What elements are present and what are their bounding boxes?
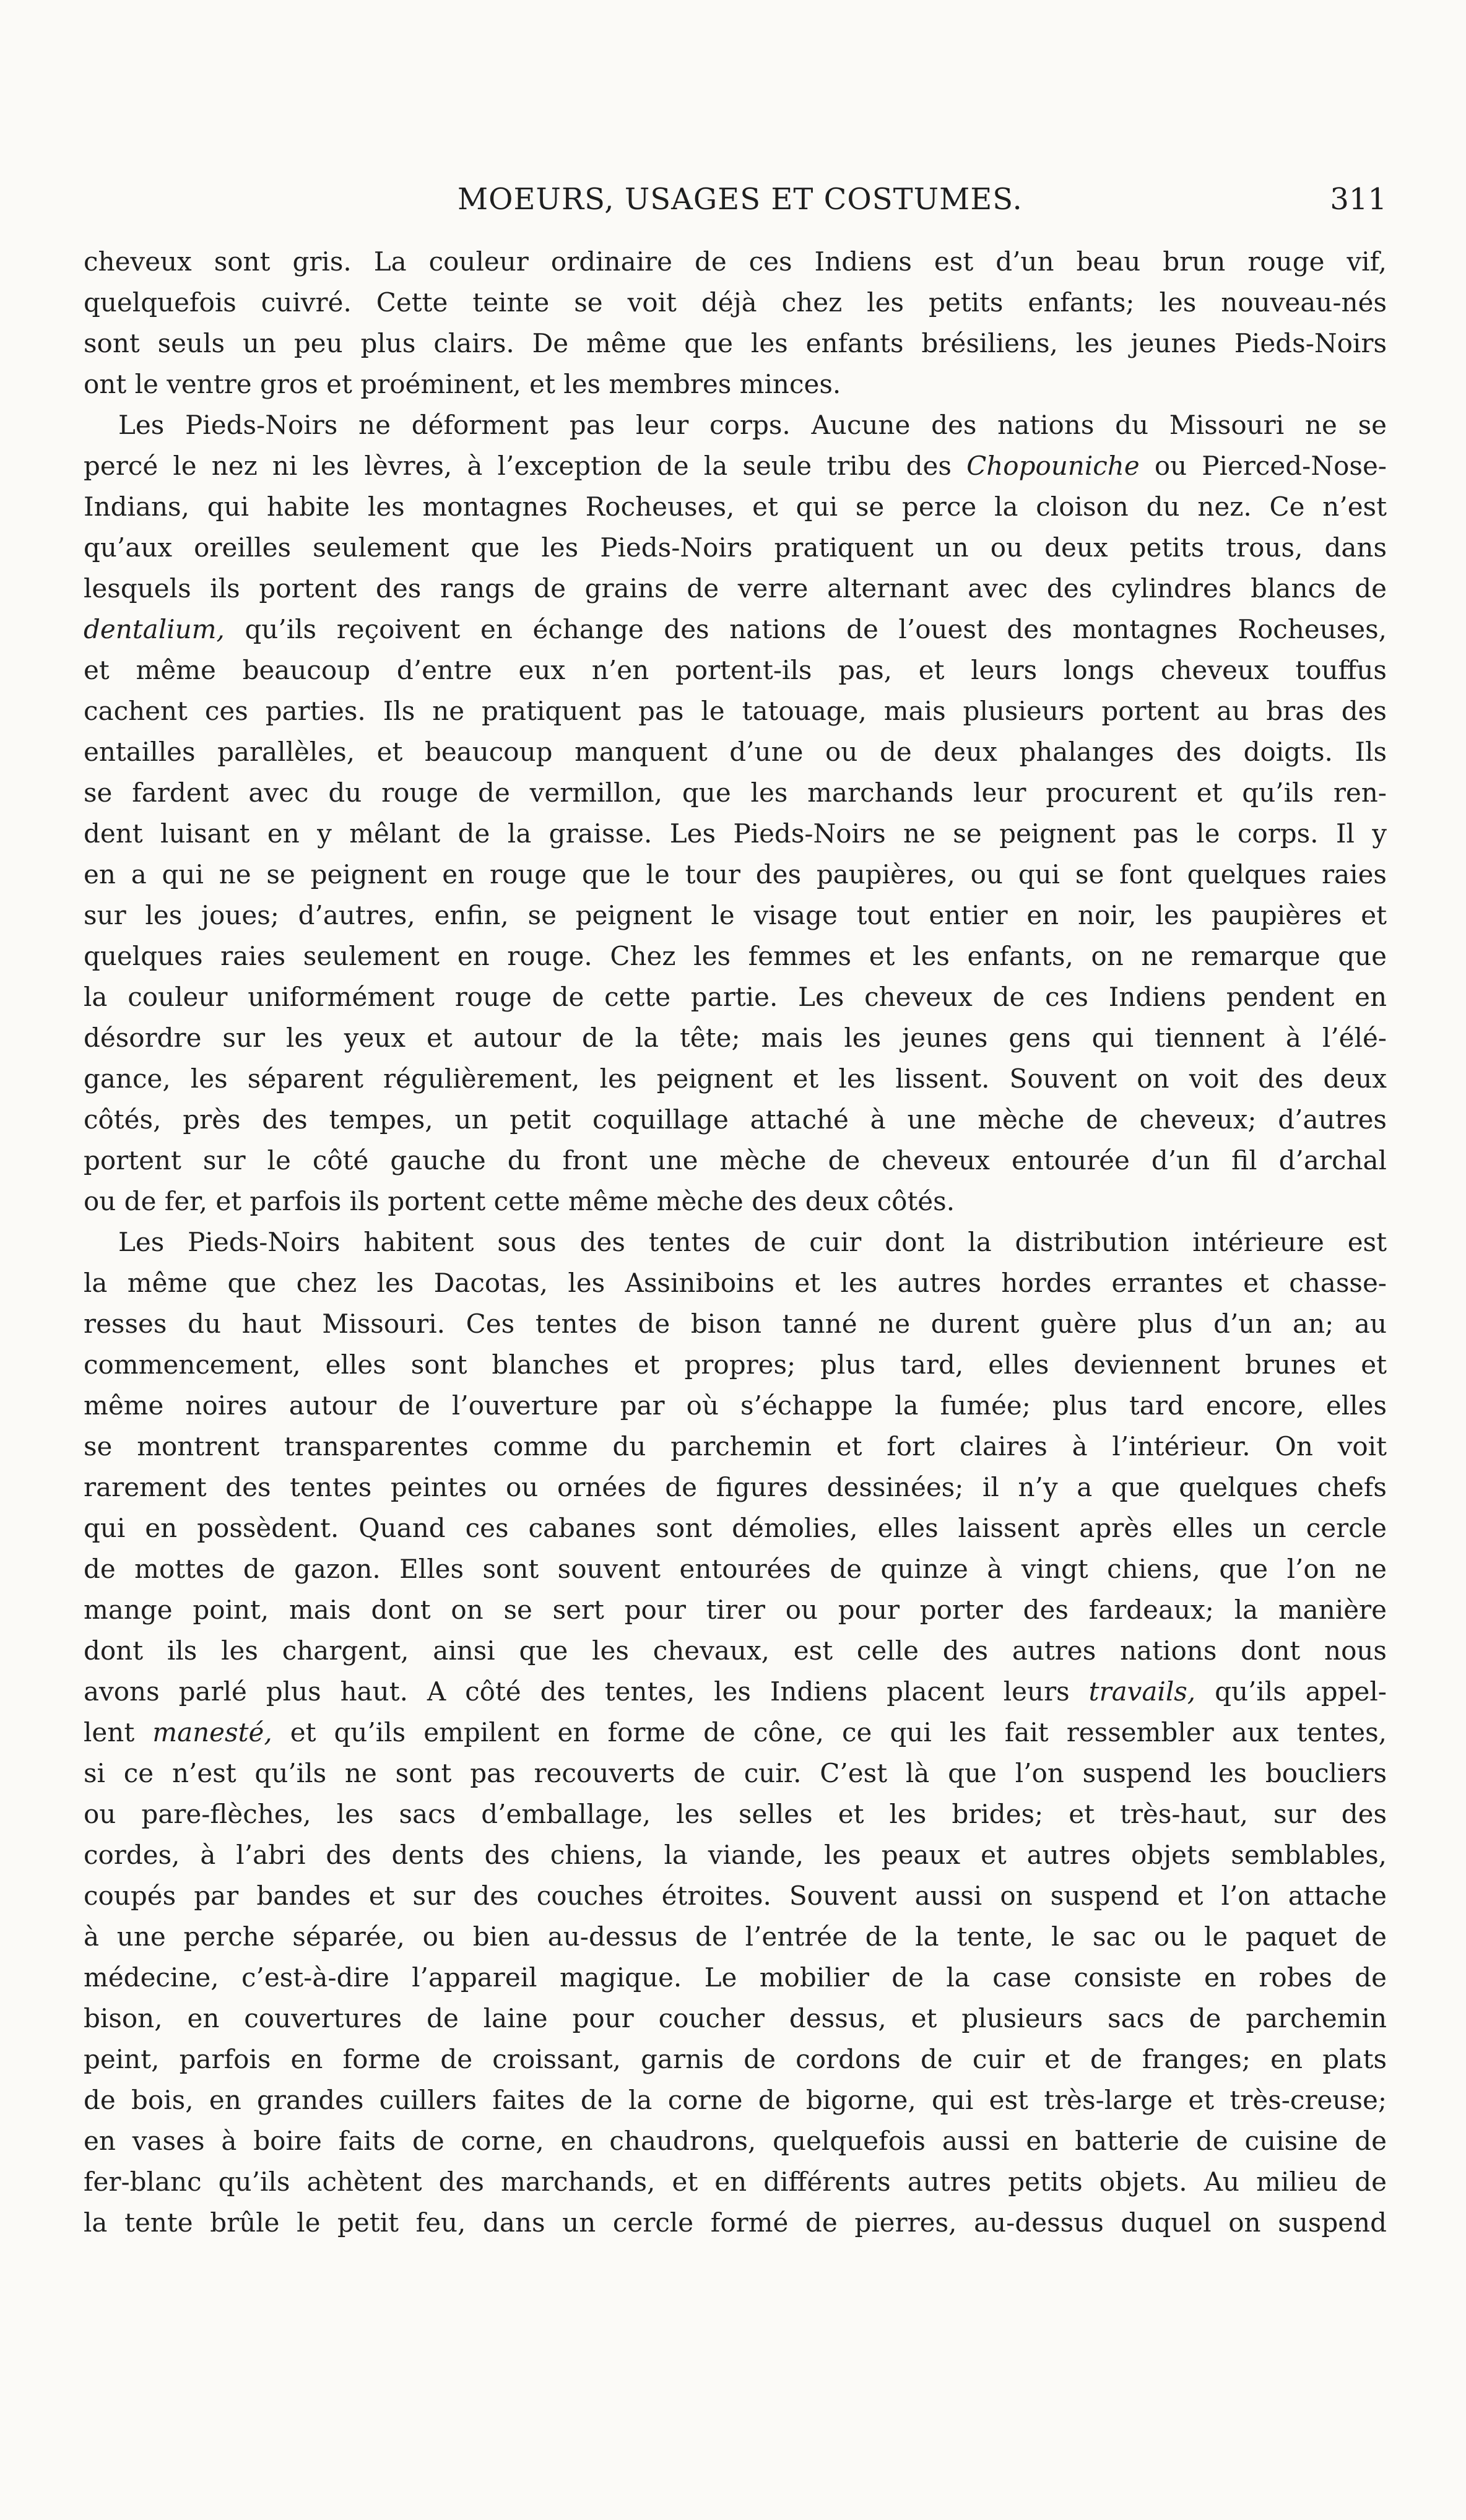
text-line <box>84 446 1387 487</box>
text-line <box>84 405 1387 446</box>
text-segment: Les Pieds-Noirs ne déforment pas leur corps. Aucune des nations du Missouri ne se <box>118 410 1387 440</box>
text-segment: peint, parfois en forme de croissant, garnis de cordons de cuir et de franges; en plats <box>84 2044 1387 2074</box>
text-segment: se montrent transparentes comme du parchemin et fort claires à l’intérieur. On voit <box>84 1431 1387 1461</box>
text-segment: qu’ils appel- <box>1195 1676 1387 1707</box>
text-line <box>84 691 1387 732</box>
text-segment: lent <box>84 1717 153 1747</box>
text-segment: même noires autour de l’ouverture par où s’échappe la fumée; plus tard encore, elles <box>84 1390 1387 1421</box>
text-segment: ou pare-flèches, les sacs d’emballage, les selles et les brides; et très-haut, sur des <box>84 1799 1387 1829</box>
text-segment: quelques raies seulement en rouge. Chez les femmes et les enfants, on ne remarque que <box>84 941 1387 971</box>
text-line <box>84 2202 1387 2243</box>
text-segment: cordes, à l’abri des dents des chiens, la viande, les peaux et autres objets semblables, <box>84 1840 1387 1870</box>
text-segment: Les Pieds-Noirs habitent sous des tentes de cuir dont la distribution intérieure est <box>118 1227 1387 1257</box>
text-segment: désordre sur les yeux et autour de la tête; mais les jeunes gens qui tiennent à l’élé- <box>84 1023 1387 1053</box>
text-segment: à une perche séparée, ou bien au-dessus de l’entrée de la tente, le sac ou le paquet de <box>84 1921 1387 1952</box>
text-segment: qu’ils reçoivent en échange des nations de l’ouest des montagnes Rocheuses, <box>224 614 1387 644</box>
text-line <box>84 1712 1387 1753</box>
text-line <box>84 650 1387 691</box>
text-segment: de bois, en grandes cuillers faites de la corne de bigorne, qui est très-large et très-creuse; <box>84 2085 1387 2115</box>
italic-text: manesté, <box>152 1717 272 1747</box>
text-line <box>84 364 1387 405</box>
text-segment: la couleur uniformément rouge de cette partie. Les cheveux de ces Indiens pendent en <box>84 982 1387 1012</box>
text-line <box>84 1140 1387 1181</box>
text-line <box>84 1385 1387 1426</box>
text-segment: médecine, c’est-à-dire l’appareil magique. Le mobilier de la case consiste en robes de <box>84 1962 1387 1993</box>
text-line <box>84 1181 1387 1222</box>
text-segment: se fardent avec du rouge de vermillon, que les marchands leur procurent et qu’ils ren- <box>84 777 1387 808</box>
text-line <box>84 568 1387 609</box>
text-line <box>84 1671 1387 1712</box>
text-segment: ont le ventre gros et proéminent, et les membres minces. <box>84 369 841 399</box>
text-segment: sont seuls un peu plus clairs. De même que les enfants brésiliens, les jeunes Pieds-Noirs <box>84 328 1387 358</box>
text-segment: coupés par bandes et sur des couches étroites. Souvent aussi on suspend et l’on attache <box>84 1881 1387 1911</box>
text-line <box>84 1467 1387 1508</box>
text-segment: percé le nez ni les lèvres, à l’exception de la seule tribu des <box>84 451 967 481</box>
text-segment: sur les joues; d’autres, enfin, se peignent le visage tout entier en noir, les paupières et <box>84 900 1387 930</box>
text-line <box>84 1876 1387 1916</box>
text-segment: bison, en couvertures de laine pour coucher dessus, et plusieurs sacs de parchemin <box>84 2003 1387 2033</box>
italic-text: travails, <box>1088 1676 1196 1707</box>
text-line <box>84 1099 1387 1140</box>
text-segment: cheveux sont gris. La couleur ordinaire de ces Indiens est d’un beau brun rouge vif, <box>84 246 1387 277</box>
body-text <box>84 241 1387 2243</box>
text-line <box>84 487 1387 527</box>
text-line <box>84 1998 1387 2039</box>
text-segment: cachent ces parties. Ils ne pratiquent pas le tatouage, mais plusieurs portent au bras des <box>84 696 1387 726</box>
text-line <box>84 1263 1387 1304</box>
text-line <box>84 1222 1387 1263</box>
text-line <box>84 2080 1387 2121</box>
text-line <box>84 282 1387 323</box>
text-line <box>84 1426 1387 1467</box>
text-segment: qui en possèdent. Quand ces cabanes sont démolies, elles laissent après elles un cercle <box>84 1513 1387 1543</box>
text-line <box>84 1753 1387 1794</box>
text-line <box>84 1794 1387 1835</box>
text-line <box>84 1630 1387 1671</box>
text-segment: dont ils les chargent, ainsi que les chevaux, est celle des autres nations dont nous <box>84 1635 1387 1666</box>
text-segment: qu’aux oreilles seulement que les Pieds-Noirs pratiquent un ou deux petits trous, dans <box>84 532 1387 563</box>
text-segment: de mottes de gazon. Elles sont souvent entourées de quinze à vingt chiens, que l’on ne <box>84 1554 1387 1584</box>
text-segment: Indians, qui habite les montagnes Rocheuses, et qui se perce la cloison du nez. Ce n’est <box>84 491 1387 522</box>
text-segment: ou Pierced-Nose- <box>1139 451 1387 481</box>
text-line <box>84 2039 1387 2080</box>
text-segment: gance, les séparent régulièrement, les peignent et les lissent. Souvent on voit des deux <box>84 1063 1387 1094</box>
text-line <box>84 1344 1387 1385</box>
text-segment: et même beaucoup d’entre eux n’en portent-ils pas, et leurs longs cheveux touffus <box>84 655 1387 685</box>
italic-text: Chopouniche <box>966 451 1140 481</box>
text-segment: en a qui ne se peignent en rouge que le tour des paupières, ou qui se font quelques raies <box>84 859 1387 890</box>
text-line <box>84 813 1387 854</box>
text-line <box>84 2121 1387 2162</box>
text-segment: en vases à boire faits de corne, en chaudrons, quelquefois aussi en batterie de cuisine de <box>84 2126 1387 2156</box>
text-segment: rarement des tentes peintes ou ornées de figures dessinées; il n’y a que quelques chefs <box>84 1472 1387 1502</box>
text-segment: entailles parallèles, et beaucoup manquent d’une ou de deux phalanges des doigts. Ils <box>84 737 1387 767</box>
text-line <box>84 1590 1387 1630</box>
text-line <box>84 527 1387 568</box>
running-title: MOEURS, USAGES ET COSTUMES. <box>458 182 1023 217</box>
text-line <box>84 1916 1387 1957</box>
text-segment: resses du haut Missouri. Ces tentes de bison tanné ne durent guère plus d’un an; au <box>84 1309 1387 1339</box>
text-segment: portent sur le côté gauche du front une mèche de cheveux entourée d’un fil d’archal <box>84 1145 1387 1176</box>
text-segment: quelquefois cuivré. Cette teinte se voit déjà chez les petits enfants; les nouveau-nés <box>84 287 1387 318</box>
text-line <box>84 1957 1387 1998</box>
text-line <box>84 323 1387 364</box>
text-segment: la même que chez les Dacotas, les Assiniboins et les autres hordes errantes et chasse- <box>84 1268 1387 1298</box>
text-segment: et qu’ils empilent en forme de cône, ce qui les fait ressembler aux tentes, <box>272 1717 1387 1747</box>
text-segment: dent luisant en y mêlant de la graisse. Les Pieds-Noirs ne se peignent pas le corps. Il y <box>84 818 1387 849</box>
paragraph <box>84 241 1387 405</box>
text-segment: lesquels ils portent des rangs de grains de verre alternant avec des cylindres blancs de <box>84 573 1387 604</box>
text-line <box>84 1059 1387 1099</box>
text-segment: mange point, mais dont on se sert pour tirer ou pour porter des fardeaux; la manière <box>84 1595 1387 1625</box>
text-line <box>84 1835 1387 1876</box>
text-line <box>84 1508 1387 1549</box>
text-line <box>84 241 1387 282</box>
paragraph <box>84 405 1387 1222</box>
text-line <box>84 977 1387 1018</box>
text-line <box>84 2162 1387 2202</box>
text-segment: ou de fer, et parfois ils portent cette même mèche des deux côtés. <box>84 1186 955 1216</box>
italic-text: dentalium, <box>84 614 225 644</box>
page-header <box>84 181 1387 218</box>
text-segment: avons parlé plus haut. A côté des tentes, les Indiens placent leurs <box>84 1676 1089 1707</box>
text-line <box>84 732 1387 773</box>
text-line <box>84 936 1387 977</box>
text-segment: commencement, elles sont blanches et propres; plus tard, elles deviennent brunes et <box>84 1349 1387 1380</box>
text-line <box>84 854 1387 895</box>
page-number: 311 <box>1330 182 1387 217</box>
text-line <box>84 609 1387 650</box>
text-segment: si ce n’est qu’ils ne sont pas recouverts de cuir. C’est là que l’on suspend les boucliers <box>84 1758 1387 1788</box>
text-segment: fer-blanc qu’ils achètent des marchands, et en différents autres petits objets. Au milieu de <box>84 2167 1387 2197</box>
text-line <box>84 1549 1387 1590</box>
text-line <box>84 895 1387 936</box>
text-line <box>84 1018 1387 1059</box>
paragraph <box>84 1222 1387 2243</box>
text-segment: côtés, près des tempes, un petit coquillage attaché à une mèche de cheveux; d’autres <box>84 1104 1387 1135</box>
text-segment: la tente brûle le petit feu, dans un cercle formé de pierres, au-dessus duquel on suspend <box>84 2207 1387 2238</box>
text-line <box>84 773 1387 813</box>
text-line <box>84 1304 1387 1344</box>
